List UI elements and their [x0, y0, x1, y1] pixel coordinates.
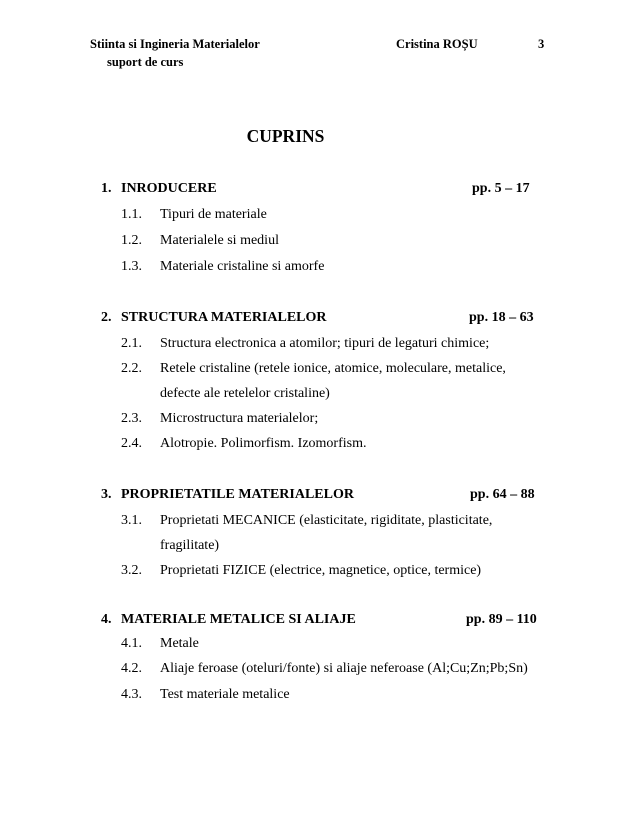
toc-title: CUPRINS — [246, 126, 325, 146]
item-text: Materialele si mediul — [160, 233, 279, 248]
section-title: PROPRIETATILE MATERIALELOR — [121, 487, 354, 502]
section-pages: pp. 18 – 63 — [469, 310, 534, 325]
item-number: 2.1. — [121, 336, 142, 351]
item-text: Metale — [160, 636, 199, 651]
section-title: MATERIALE METALICE SI ALIAJE — [121, 612, 356, 627]
item-text: Proprietati FIZICE (electrice, magnetice, optice, termice) — [160, 563, 482, 578]
header-page-number: 3 — [538, 37, 545, 51]
item-text: Aliaje feroase (oteluri/fonte) si aliaje neferoase (Al;Cu;Zn;Pb;Sn) — [160, 661, 528, 676]
item-number: 1.3. — [121, 259, 142, 274]
section-number: 4. — [101, 612, 112, 627]
item-number: 1.2. — [121, 233, 142, 248]
item-text: Proprietati MECANICE (elasticitate, rigiditate, plasticitate, — [160, 513, 493, 528]
section-title: STRUCTURA MATERIALELOR — [121, 310, 327, 325]
item-number: 2.2. — [121, 361, 142, 376]
item-number: 2.4. — [121, 436, 142, 451]
item-number: 3.1. — [121, 513, 142, 528]
header-course-title: Stiinta si Ingineria Materialelor — [90, 37, 260, 51]
section-pages: pp. 5 – 17 — [472, 181, 530, 196]
section-pages: pp. 89 – 110 — [466, 612, 537, 627]
item-text: Microstructura materialelor; — [160, 411, 319, 426]
item-text-continued: defecte ale retelelor cristaline) — [160, 386, 330, 401]
section-number: 1. — [101, 181, 112, 196]
section-pages: pp. 64 – 88 — [470, 487, 535, 502]
item-number: 4.3. — [121, 687, 142, 702]
item-number: 4.1. — [121, 636, 142, 651]
item-number: 1.1. — [121, 207, 142, 222]
section-number: 2. — [101, 310, 112, 325]
item-text: Structura electronica a atomilor; tipuri de legaturi chimice; — [160, 336, 490, 351]
section-title: INRODUCERE — [121, 181, 217, 196]
header-course-subtitle: suport de curs — [107, 55, 184, 69]
item-number: 2.3. — [121, 411, 142, 426]
item-number: 4.2. — [121, 661, 142, 676]
item-text: Tipuri de materiale — [160, 207, 267, 222]
item-number: 3.2. — [121, 563, 142, 578]
item-text-continued: fragilitate) — [160, 538, 220, 553]
item-text: Test materiale metalice — [160, 687, 290, 702]
item-text: Retele cristaline (retele ionice, atomice, moleculare, metalice, — [160, 361, 506, 376]
item-text: Alotropie. Polimorfism. Izomorfism. — [160, 436, 367, 451]
item-text: Materiale cristaline si amorfe — [160, 259, 325, 274]
section-number: 3. — [101, 487, 112, 502]
header-author: Cristina ROȘU — [396, 37, 478, 51]
